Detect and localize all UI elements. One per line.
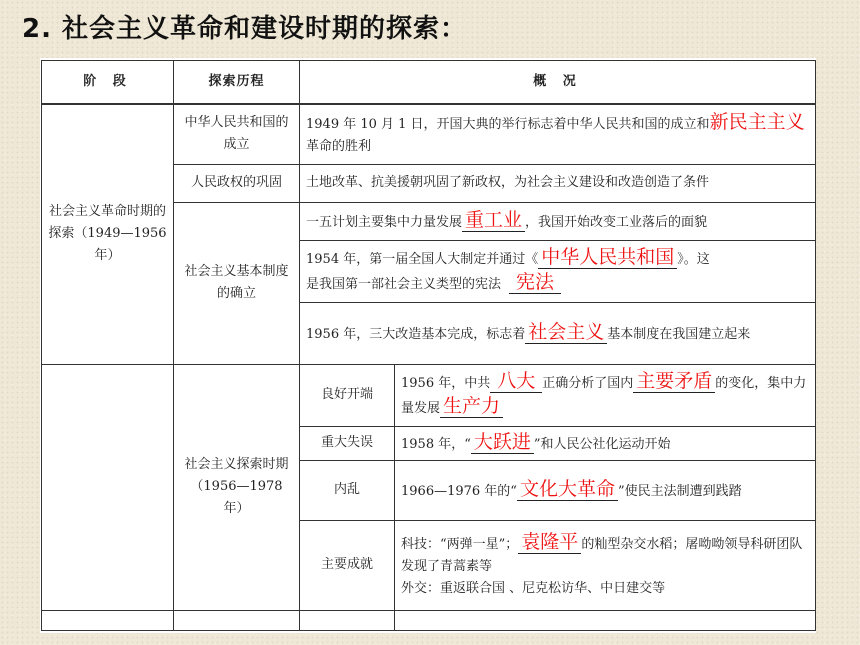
answer-eighth-congress: 八大 [490, 370, 542, 393]
answer-heavy-industry: 重工业 [462, 209, 525, 232]
mistake-text-a: 1958 年，“ [401, 436, 471, 452]
turmoil-text-b: ”使民主法制遭到践踏 [617, 483, 742, 499]
sub-mistake: 重大失误 [300, 426, 395, 460]
sub-achievements: 主要成就 [300, 520, 395, 610]
answer-new-democracy: 新民主主义 [709, 110, 805, 133]
header-overview: 概 况 [300, 61, 816, 105]
transform-text-a: 1956 年，三大改造基本完成，标志着 [306, 326, 526, 342]
answer-socialism: 社会主义 [525, 321, 607, 344]
process-system: 社会主义基本制度的确立 [174, 202, 300, 364]
header-stage: 阶 段 [42, 61, 174, 105]
cut-cell-4 [395, 610, 816, 630]
answer-cultural-revolution: 文化大革命 [517, 478, 618, 501]
table-row-cut [42, 610, 816, 630]
turmoil-text-a: 1966—1976 年的“ [401, 483, 517, 499]
process-founding: 中华人民共和国的成立 [174, 104, 300, 164]
answer-main-contradiction: 主要矛盾 [633, 370, 715, 393]
overview-good-start [395, 364, 816, 426]
process-period-2: 社会主义探索时期（1956—1978 年） [174, 364, 300, 610]
answer-yuan-longping: 袁隆平 [518, 531, 581, 554]
overview-constitution [300, 240, 816, 302]
plan-text-a: 一五计划主要集中力量发展 [306, 214, 463, 230]
history-table-frame [40, 58, 816, 633]
founding-text-b: 革命的胜利 [306, 138, 372, 154]
table-row [42, 364, 816, 426]
cut-cell-3 [300, 610, 395, 630]
mistake-text-b: ”和人民公社化运动开始 [533, 436, 671, 452]
overview-consolidation: 土地改革、抗美援朝巩固了新政权，为社会主义建设和改造创造了条件 [300, 164, 816, 202]
slide-title: 2. 社会主义革命和建设时期的探索： [22, 14, 468, 44]
cut-cell-1 [42, 610, 174, 630]
history-table [41, 60, 816, 631]
transform-text-b: 基本制度在我国建立起来 [607, 326, 751, 342]
header-process: 探索历程 [174, 61, 300, 105]
stage-period-1: 社会主义革命时期的探索（1949—1956 年） [42, 104, 174, 364]
answer-productivity: 生产力 [440, 395, 503, 418]
overview-turmoil [395, 460, 816, 520]
good-start-text-c: 的变化，集中力量发展 [401, 376, 807, 416]
sub-good-start: 良好开端 [300, 364, 395, 426]
cut-cell-2 [174, 610, 300, 630]
table-header-row [42, 61, 816, 105]
answer-great-leap: 大跃进 [471, 431, 534, 454]
good-start-text-a: 1956 年，中共 [401, 376, 491, 391]
stage-period-2 [42, 364, 174, 610]
process-consolidation: 人民政权的巩固 [174, 164, 300, 202]
plan-text-b: ，我国开始改变工业落后的面貌 [525, 214, 708, 230]
answer-constitution: 宪法 [509, 271, 561, 294]
answer-prc: 中华人民共和国 [538, 246, 677, 269]
overview-achievements [395, 520, 816, 610]
achievements-diplomacy: 外交：重返联合国 、尼克松访华、中日建交等 [401, 580, 666, 596]
overview-transform [300, 302, 816, 364]
constitution-text-c: 是我国第一部社会主义类型的宪法 [306, 277, 502, 292]
overview-mistake [395, 426, 816, 460]
overview-founding [300, 104, 816, 164]
overview-plan [300, 202, 816, 240]
constitution-text-b: 》。这 [677, 252, 710, 267]
good-start-text-b: 正确分析了国内 [542, 376, 634, 391]
achievements-text-b: 的籼型杂交水稻；屠呦呦领导科研团队发现了青蒿素等 [401, 536, 803, 574]
founding-text-a: 1949 年 10 月 1 日，开国大典的举行标志着中华人民共和国的成立和 [306, 116, 710, 132]
sub-turmoil: 内乱 [300, 460, 395, 520]
achievements-text-a: 科技：“两弹一星”； [401, 536, 519, 552]
constitution-text-a: 1954 年，第一届全国人大制定并通过《 [306, 252, 539, 267]
table-row [42, 104, 816, 164]
